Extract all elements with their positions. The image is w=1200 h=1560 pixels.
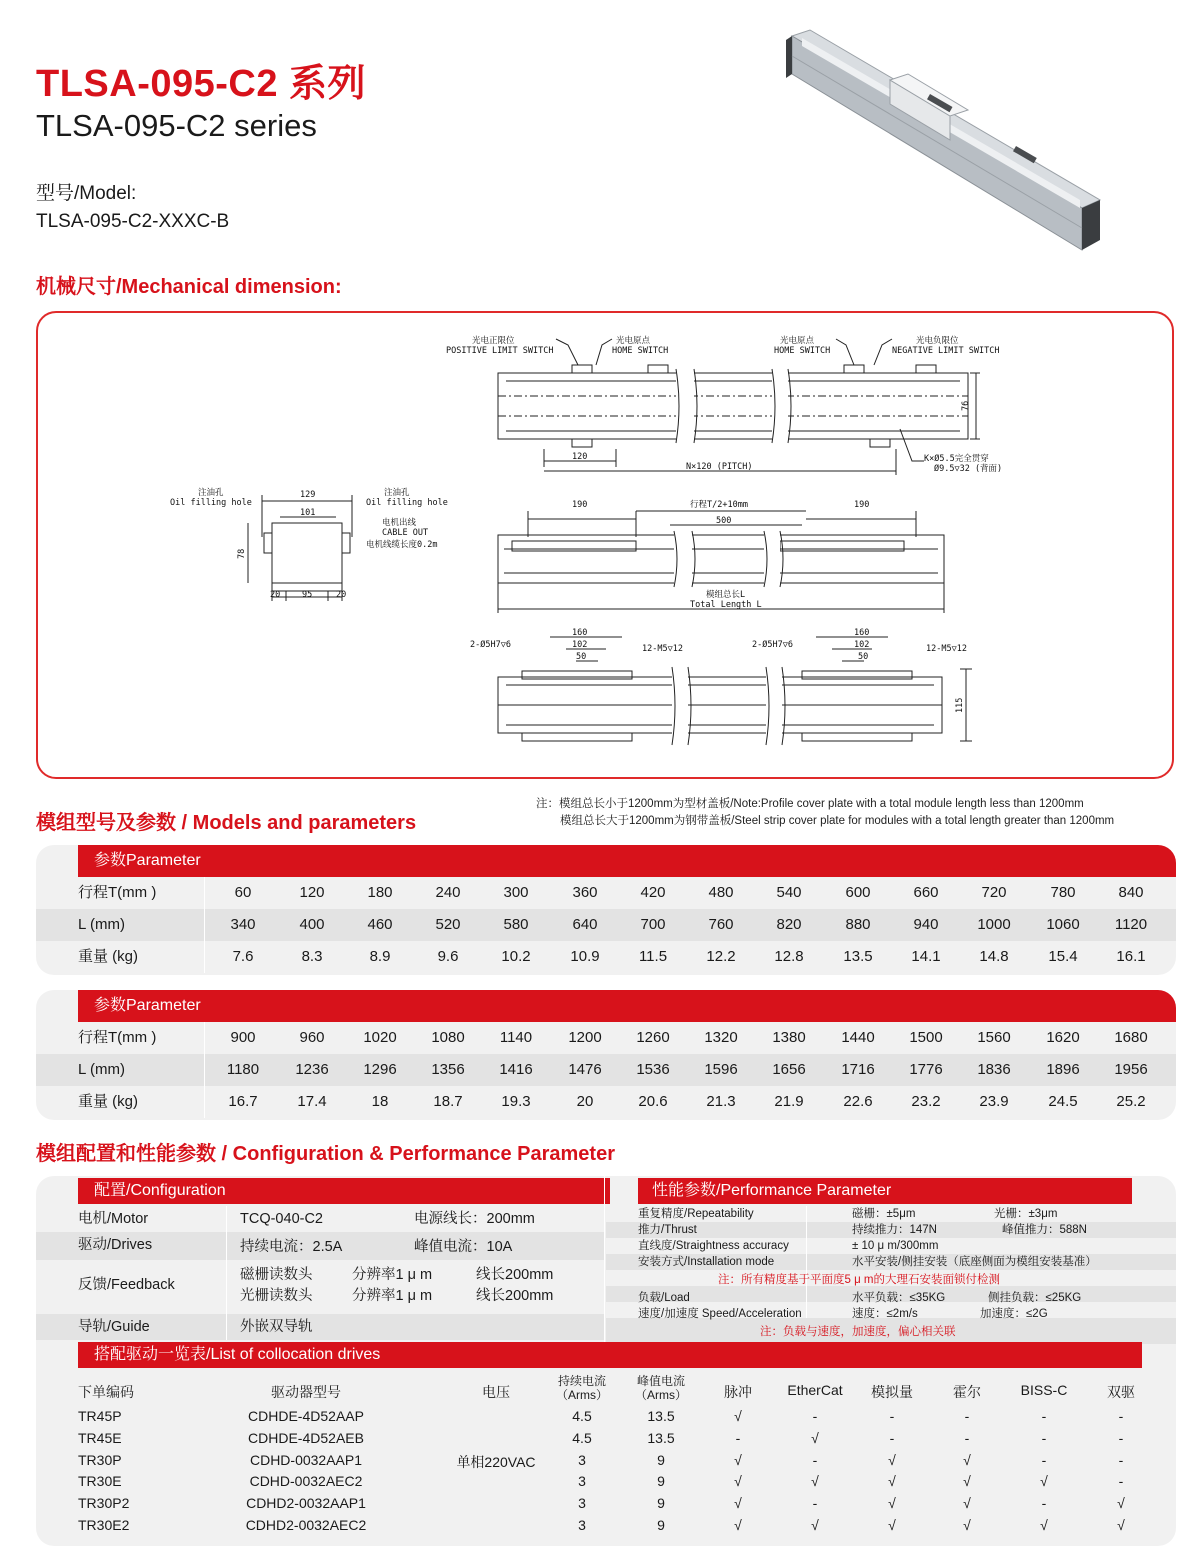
table-1-cell: 480 (708, 884, 734, 901)
table-1-cell: 300 (503, 884, 529, 901)
straightness-label: 直线度/Straightness accuracy (638, 1240, 789, 1252)
table-1-cell: 10.2 (501, 948, 531, 965)
home2-cn: 光电原点 (780, 336, 815, 346)
motor-value: TCQ-040-C2 (240, 1211, 323, 1227)
table-2-cell: 18 (371, 1093, 389, 1110)
table-1-cell: 14.8 (979, 948, 1009, 965)
drives-cell-ecat: √ (811, 1473, 819, 1490)
feedback-1-name: 磁栅读数头 (240, 1267, 313, 1283)
table-2-cell: 1020 (363, 1029, 397, 1046)
drives-cell-dual: - (1118, 1451, 1124, 1468)
drives-cell-ecat: - (812, 1408, 818, 1424)
table-2-cell: 19.3 (501, 1093, 531, 1110)
drives-cell-cont: 3 (578, 1495, 586, 1512)
table-2-cell: 1680 (1114, 1029, 1148, 1046)
drives-cell-hall: √ (963, 1473, 971, 1490)
table-2-cell: 1836 (977, 1061, 1011, 1078)
table-2-cell: 23.2 (911, 1093, 941, 1110)
cover-plate-notes (536, 796, 1114, 830)
dim-129: 129 (300, 490, 316, 500)
drives-cell-hall: √ (963, 1495, 971, 1512)
table-1-cell: 9.6 (437, 948, 459, 965)
drives-cell-biss: √ (1040, 1473, 1048, 1490)
table-2-cell: 1320 (704, 1029, 738, 1046)
drives-cell-cont: 3 (578, 1473, 586, 1490)
feedback-2-length: 线长200mm (476, 1288, 554, 1304)
table-2-cell: 25.2 (1116, 1093, 1146, 1110)
drives-cell-biss: - (1041, 1495, 1047, 1512)
table-2-cell: 900 (230, 1029, 256, 1046)
table-2-cell: 18.7 (433, 1093, 463, 1110)
table-2-cell: 1260 (636, 1029, 670, 1046)
guide-label: 导轨/Guide (78, 1319, 150, 1335)
table-1-cell: 13.5 (843, 948, 873, 965)
table-1-cell: 760 (708, 916, 734, 933)
table-2-cell: 1596 (704, 1061, 738, 1078)
table-2-cell: 1416 (499, 1061, 533, 1078)
perf-divider (806, 1206, 807, 1318)
pin-holes-1: 2-Ø5H7▽6 (470, 640, 511, 650)
dim-115: 115 (955, 697, 965, 713)
drives-cell-cont: 4.5 (572, 1408, 592, 1424)
mechanical-heading: 机械尺寸/Mechanical dimension: (36, 276, 342, 298)
drives-cell-peak: 9 (657, 1495, 665, 1512)
table-1-cell: 12.2 (706, 948, 736, 965)
parameter-table-1 (36, 845, 1176, 975)
home1-en: HOME SWITCH (612, 346, 669, 356)
table-2-row-stroke (36, 1022, 1176, 1054)
dim-160b: 160 (854, 628, 870, 638)
table-2-cell: 17.4 (297, 1093, 327, 1110)
table-1-cell: 340 (230, 916, 256, 933)
table-1-cell: 640 (572, 916, 598, 933)
performance-header: 性能参数/Performance Parameter (638, 1178, 1132, 1204)
table-2-cell: 20.6 (638, 1093, 668, 1110)
drives-col-analog: 模拟量 (871, 1384, 913, 1400)
table-2-cell: 21.9 (774, 1093, 804, 1110)
table-1-row-length (36, 909, 1176, 941)
drive-peak: 峰值电流：10A (414, 1239, 513, 1255)
cable-out-en: CABLE OUT (382, 528, 429, 538)
table-1-cell: 720 (981, 884, 1007, 901)
pitch-label: N×120 (PITCH) (686, 462, 753, 472)
column-divider (204, 909, 205, 941)
drives-cell-biss: - (1041, 1451, 1047, 1468)
drives-cell-dual: √ (1117, 1517, 1125, 1533)
tapped-holes-1: 12-M5▽12 (642, 644, 683, 654)
home2-en: HOME SWITCH (774, 346, 831, 356)
table-1-cell: 700 (640, 916, 666, 933)
column-divider (204, 941, 205, 973)
table-1-row-stroke (36, 877, 1176, 909)
drives-cell-biss: √ (1040, 1517, 1048, 1533)
table-1-row-label: 行程T(mm ) (78, 884, 157, 901)
drives-cell-model: CDHDE-4D52AEB (248, 1429, 364, 1446)
table-2-cell: 960 (299, 1029, 325, 1046)
table-1-cell: 460 (367, 916, 393, 933)
drives-cell-code: TR30E (78, 1473, 122, 1490)
drives-cell-analog: √ (888, 1451, 896, 1468)
repeatability-optical: 光栅：±3μm (994, 1208, 1058, 1220)
drives-cell-peak: 13.5 (647, 1429, 675, 1446)
table-2-cell: 1620 (1046, 1029, 1080, 1046)
dim-190b: 190 (854, 500, 870, 510)
drives-col-peak-unit: （Arms） (635, 1388, 687, 1402)
repeatability-magnetic: 磁栅：±5μm (852, 1208, 916, 1220)
drives-cell-code: TR45P (78, 1408, 122, 1424)
drives-cell-dual: √ (1117, 1495, 1125, 1512)
drives-cell-peak: 9 (657, 1451, 665, 1468)
drives-col-ethercat: EtherCat (787, 1382, 843, 1398)
drives-header: 搭配驱动一览表/List of collocation drives (78, 1342, 1142, 1368)
product-image (780, 28, 1110, 258)
config-divider (226, 1206, 227, 1340)
table-2-cell: 1356 (431, 1061, 465, 1078)
straightness-value: ± 10 μ m/300mm (852, 1240, 939, 1252)
table-2-cell: 1476 (568, 1061, 602, 1078)
dim-76: 76 (961, 400, 971, 411)
load-label: 负载/Load (638, 1292, 690, 1304)
cable-length: 电机线缆长度0.2m (366, 540, 438, 550)
speed-value: 速度：≤2m/s (852, 1308, 918, 1320)
table-1-cell: 8.3 (301, 948, 323, 965)
drive-continuous: 持续电流：2.5A (240, 1239, 343, 1255)
table-1-cell: 820 (776, 916, 802, 933)
table-1-cell: 60 (234, 884, 252, 901)
table-1-cell: 8.9 (369, 948, 391, 965)
drives-cell-model: CDHD-0032AAP1 (249, 1451, 363, 1468)
feedback-2-resolution: 分辨率1 μ m (352, 1288, 433, 1304)
drives-cell-analog: √ (888, 1517, 896, 1533)
mechanical-drawing (36, 311, 1174, 779)
table-1-row-label: 重量 (kg) (78, 948, 139, 965)
accuracy-note: 注：所有精度基于平面度5 μ m的大理石安装面锁付检测 (718, 1274, 1000, 1286)
hole-label-2: Ø9.5▽32 (背面) (934, 464, 1003, 474)
table-2-row-weight (36, 1086, 1176, 1118)
cable-out-cn: 电机出线 (382, 518, 417, 528)
drives-col-continuous-unit: （Arms） (556, 1388, 608, 1402)
table-1-cell: 1120 (1114, 916, 1148, 933)
dim-78: 78 (237, 548, 247, 559)
tapped-holes-2: 12-M5▽12 (926, 644, 967, 654)
drives-cell-ecat: - (812, 1451, 818, 1468)
table-2-cell: 1296 (363, 1061, 397, 1078)
table-1-cell: 1000 (977, 916, 1011, 933)
drive-label: 驱动/Drives (78, 1237, 153, 1253)
drives-cell-pulse: √ (734, 1408, 742, 1424)
thrust-peak: 峰值推力：588N (1002, 1224, 1087, 1236)
drives-cell-dual: - (1118, 1408, 1124, 1424)
table-2-row-label: L (mm) (78, 1061, 125, 1078)
table-1-cell: 540 (776, 884, 802, 901)
load-horizontal: 水平负载：≤35KG (852, 1292, 946, 1304)
table-2-cell: 1956 (1114, 1061, 1148, 1078)
drives-col-pulse: 脉冲 (724, 1384, 752, 1400)
table-2-cell: 1500 (909, 1029, 943, 1046)
dim-102b: 102 (854, 640, 870, 650)
drives-cell-analog: √ (888, 1473, 896, 1490)
drives-cell-code: TR45E (78, 1429, 122, 1446)
motor-label: 电机/Motor (78, 1211, 149, 1227)
table-1-cell: 180 (367, 884, 393, 901)
oil-hole-1-cn: 注油孔 (198, 488, 224, 498)
dim-50b: 50 (858, 652, 869, 662)
column-divider (204, 1054, 205, 1086)
panel-divider (604, 1176, 605, 1344)
table-1-cell: 880 (845, 916, 871, 933)
drives-cell-pulse: √ (734, 1495, 742, 1512)
table-2-cell: 1716 (841, 1061, 875, 1078)
table-1-cell: 520 (435, 916, 461, 933)
stroke-dim: 行程T/2+10mm (690, 500, 748, 510)
table-1-cell: 15.4 (1048, 948, 1078, 965)
table-1-cell: 120 (299, 884, 325, 901)
table-1-cell: 400 (299, 916, 325, 933)
drives-cell-analog: √ (888, 1495, 896, 1512)
drives-cell-ecat: √ (811, 1429, 819, 1446)
drives-cell-pulse: √ (734, 1473, 742, 1490)
pin-holes-2: 2-Ø5H7▽6 (752, 640, 793, 650)
dim-500: 500 (716, 516, 732, 526)
page-subtitle: TLSA-095-C2 series (36, 108, 317, 143)
drives-col-voltage: 电压 (482, 1384, 510, 1400)
drives-col-peak: 峰值电流 (636, 1374, 685, 1388)
drives-cell-pulse: √ (734, 1517, 742, 1533)
models-heading: 模组型号及参数 / Models and parameters (36, 812, 417, 834)
oil-hole-2-cn: 注油孔 (384, 488, 410, 498)
drives-cell-analog: - (889, 1429, 895, 1446)
table-1-row-weight (36, 941, 1176, 973)
table-2-header: 参数Parameter (78, 990, 1176, 1022)
drives-cell-hall: - (964, 1408, 970, 1424)
guide-value: 外嵌双导轨 (240, 1319, 313, 1335)
table-1-cell: 1060 (1046, 916, 1080, 933)
drives-col-continuous: 持续电流 (557, 1374, 606, 1388)
feedback-1-resolution: 分辨率1 μ m (352, 1267, 433, 1283)
drives-cell-hall: - (964, 1429, 970, 1446)
drives-col-biss: BISS-C (1020, 1382, 1068, 1398)
table-2-cell: 20 (576, 1093, 594, 1110)
column-divider (204, 877, 205, 909)
table-2-cell: 1200 (568, 1029, 602, 1046)
drives-cell-peak: 13.5 (647, 1408, 675, 1424)
drives-col-model: 驱动器型号 (271, 1384, 341, 1400)
table-2-row-length (36, 1054, 1176, 1086)
note-line-1: 注：模组总长小于1200mm为型材盖板/Note:Profile cover plate with a total module length less than 1200mm (536, 798, 1084, 810)
table-2-cell: 1236 (295, 1061, 329, 1078)
table-2-cell: 22.6 (843, 1093, 873, 1110)
drives-cell-ecat: - (812, 1495, 818, 1512)
table-2-cell: 1896 (1046, 1061, 1080, 1078)
table-1-cell: 14.1 (911, 948, 941, 965)
oil-hole-2-en: Oil filling hole (366, 498, 448, 508)
dim-120: 120 (572, 452, 588, 462)
drives-cell-analog: - (889, 1408, 895, 1424)
model-value: TLSA-095-C2-XXXC-B (36, 211, 230, 232)
drives-table (36, 1368, 1176, 1546)
speed-label: 速度/加速度 Speed/Acceleration (638, 1308, 802, 1320)
table-2-cell: 1080 (431, 1029, 465, 1046)
drives-cell-dual: - (1118, 1473, 1124, 1490)
table-1-row-label: L (mm) (78, 916, 125, 933)
drives-cell-cont: 4.5 (572, 1429, 592, 1446)
table-2-cell: 23.9 (979, 1093, 1009, 1110)
column-divider (204, 1022, 205, 1054)
drives-cell-model: CDHD2-0032AAP1 (246, 1495, 366, 1512)
thrust-continuous: 持续推力：147N (852, 1224, 937, 1236)
table-2-row-label: 重量 (kg) (78, 1093, 139, 1110)
table-1-cell: 7.6 (232, 948, 254, 965)
installation-label: 安装方式/Installation mode (638, 1256, 775, 1268)
table-2-cell: 1656 (772, 1061, 806, 1078)
table-1-cell: 240 (435, 884, 461, 901)
drives-col-hall: 霍尔 (953, 1384, 981, 1400)
drives-cell-model: CDHDE-4D52AAP (248, 1408, 364, 1424)
oil-hole-1-en: Oil filling hole (170, 498, 252, 508)
acceleration-value: 加速度：≤2G (980, 1308, 1048, 1320)
drives-cell-biss: - (1041, 1429, 1047, 1446)
table-2-cell: 1560 (977, 1029, 1011, 1046)
config-panel (36, 1176, 1176, 1546)
table-2-cell: 1140 (499, 1029, 533, 1046)
table-1-header: 参数Parameter (78, 845, 1176, 877)
table-1-cell: 360 (572, 884, 598, 901)
motor-cable-length: 电源线长：200mm (414, 1211, 535, 1227)
pos-limit-cn: 光电正限位 (472, 336, 515, 346)
dim-160a: 160 (572, 628, 588, 638)
dim-50a: 50 (576, 652, 587, 662)
total-length-en: Total Length L (690, 600, 762, 610)
table-2-cell: 16.7 (228, 1093, 258, 1110)
table-1-cell: 780 (1050, 884, 1076, 901)
drives-cell-model: CDHD2-0032AEC2 (245, 1517, 367, 1533)
table-1-cell: 12.8 (774, 948, 804, 965)
drives-cell-peak: 9 (657, 1517, 665, 1533)
drives-cell-peak: 9 (657, 1473, 665, 1490)
drives-cell-code: TR30E2 (78, 1517, 130, 1533)
feedback-1-length: 线长200mm (476, 1267, 554, 1283)
table-1-cell: 10.9 (570, 948, 600, 965)
drives-cell-pulse: - (735, 1429, 741, 1446)
dim-95: 95 (302, 590, 313, 600)
feedback-label: 反馈/Feedback (78, 1277, 175, 1293)
neg-limit-en: NEGATIVE LIMIT SWITCH (892, 346, 1000, 356)
drives-cell-cont: 3 (578, 1451, 586, 1468)
drives-cell-pulse: √ (734, 1451, 742, 1468)
dim-20a: 20 (270, 590, 281, 600)
drives-cell-hall: √ (963, 1517, 971, 1533)
table-2-cell: 1180 (226, 1061, 260, 1078)
drives-voltage-value: 单相220VAC (456, 1453, 536, 1470)
config-header: 配置/Configuration (78, 1178, 610, 1204)
dim-20b: 20 (336, 590, 347, 600)
column-divider (204, 1086, 205, 1118)
table-2-cell: 1776 (909, 1061, 943, 1078)
table-2-cell: 1536 (636, 1061, 670, 1078)
table-2-row-label: 行程T(mm ) (78, 1029, 157, 1046)
drives-cell-model: CDHD-0032AEC2 (249, 1473, 363, 1490)
drives-cell-code: TR30P2 (78, 1495, 130, 1512)
load-speed-note: 注：负载与速度，加速度，偏心相关联 (760, 1326, 956, 1338)
parameter-table-2 (36, 990, 1176, 1120)
total-length-cn: 模组总长L (706, 590, 746, 600)
home1-cn: 光电原点 (616, 336, 651, 346)
table-2-cell: 1440 (841, 1029, 875, 1046)
table-2-cell: 1380 (772, 1029, 806, 1046)
hole-label-1: K×Ø5.5完全贯穿 (924, 454, 989, 464)
dim-101: 101 (300, 508, 316, 518)
table-2-cell: 24.5 (1048, 1093, 1078, 1110)
config-heading: 模组配置和性能参数 / Configuration & Performance Parameter (36, 1143, 615, 1165)
installation-value: 水平安装/侧挂安装（底座侧面为模组安装基准） (852, 1256, 1097, 1268)
note-line-2: 模组总长大于1200mm为钢带盖板/Steel strip cover plate for modules with a total length greater than 1200mm (560, 815, 1115, 827)
model-label: 型号/Model: (36, 183, 137, 204)
thrust-label: 推力/Thrust (638, 1224, 697, 1236)
load-side: 侧挂负载：≤25KG (988, 1292, 1082, 1304)
drives-cell-dual: - (1118, 1429, 1124, 1446)
drives-cell-code: TR30P (78, 1451, 122, 1468)
drives-cell-hall: √ (963, 1451, 971, 1468)
drives-cell-biss: - (1041, 1408, 1047, 1424)
table-1-cell: 580 (503, 916, 529, 933)
page-title: TLSA-095-C2 系列 (36, 63, 367, 105)
table-2-cell: 21.3 (706, 1093, 736, 1110)
table-1-cell: 16.1 (1116, 948, 1146, 965)
pos-limit-en: POSITIVE LIMIT SWITCH (446, 346, 554, 356)
table-1-cell: 660 (913, 884, 939, 901)
table-1-cell: 840 (1118, 884, 1144, 901)
table-1-cell: 600 (845, 884, 871, 901)
dim-190a: 190 (572, 500, 588, 510)
drives-col-dual: 双驱 (1107, 1384, 1135, 1400)
drives-cell-ecat: √ (811, 1517, 819, 1533)
drives-cell-cont: 3 (578, 1517, 586, 1533)
table-1-cell: 11.5 (638, 948, 668, 965)
table-1-cell: 420 (640, 884, 666, 901)
dim-102a: 102 (572, 640, 588, 650)
repeatability-label: 重复精度/Repeatability (638, 1208, 754, 1220)
feedback-2-name: 光栅读数头 (240, 1288, 313, 1304)
table-1-cell: 940 (913, 916, 939, 933)
drives-col-code: 下单编码 (78, 1384, 134, 1400)
neg-limit-cn: 光电负限位 (916, 336, 959, 346)
